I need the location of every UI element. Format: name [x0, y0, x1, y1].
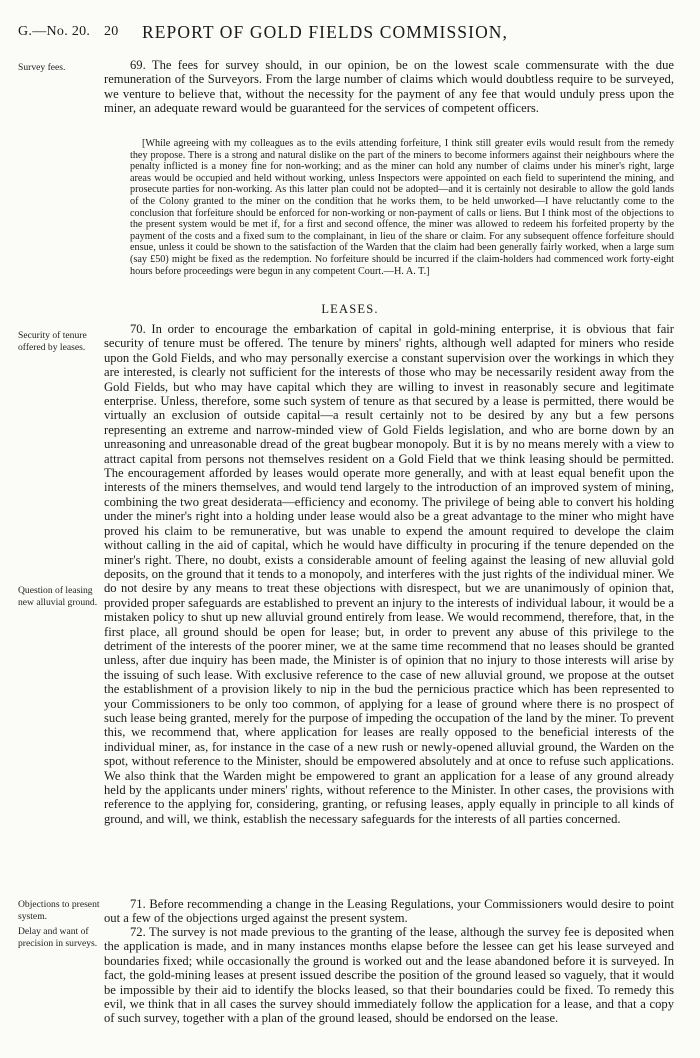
paragraph-69: 69. The fees for survey should, in our opinion, be on the lowest scale commensurate with the due remuneration of the Surveyors. From the large number of claims which would doubtless require to be surveyed, we venture to believe that, without the necessity for the payment of any fee that would unduly press upon the miner, an adequate reward would be guaranteed for the services of competent officers.: [104, 58, 674, 116]
margin-note-question-of-leasing: Question of leasing new alluvial ground.: [18, 585, 98, 608]
paragraph-72: 72. The survey is not made previous to the granting of the lease, although the survey fee is deposited when the application is made, and in many instances months elapse before the lessee can get his lease surveyed and boundaries fixed; while occasionally the ground is worked out and the lease abandoned before it is surveyed. In fact, the gold-mining leases at present issued describe the position of the ground leased so vaguely, that it would be impossible by their aid to identify the blocks leased, so that their boundaries could be fixed. To remedy this evil, we think that in all cases the survey should immediately follow the application for a lease, and that a copy of such survey, together with a plan of the ground leased, should be endorsed on the lease.: [104, 925, 674, 1026]
page-header: [18, 22, 682, 44]
gazette-number: G.—No. 20.: [18, 24, 91, 39]
margin-note-survey-fees: Survey fees.: [18, 62, 66, 73]
paragraph-70: 70. In order to encourage the embarkation of capital in gold-mining enterprise, it is obvious that fair security of tenure must be offered. The tenure by miners' rights, although well adapted for miners who reside upon the Gold Fields, and who may personally exercise a constant supervision over the workings in which they are interested, is clearly not sufficient for the interests of those who may be necessarily resident away from the Gold Fields, but who may have capital which they are willing to invest in reasonably secure and legitimate enterprise. Unless, therefore, some such system of tenure as that secured by a lease is permitted, there would be virtually an exclusion of outside capital—a result certainly not to be desired by any but a few persons representing an extreme and narrow-minded view of Gold Fields legislation, and who are borne down by an unreasoning and unreasonable dread of the great bugbear monopoly. But it is by no means merely with a view to attract capital from persons not themselves resident on a Gold Field that we think leasing should be permitted. The encouragement afforded by leases would operate more generally, and with at least equal benefit upon the interests of the miners themselves, and would tend largely to the introduction of an improved system of mining, combining the two great desiderata—efficiency and economy. The privilege of being able to convert his holding under the miner's right into a holding under lease would also be a great advantage to the miner who might have proved his claim to be remunerative, but was unable to expend the amount required to develope the claim without calling in the aid of capital, which he would have difficulty in procuring if the tenure depended on the miner's right. There, no doubt, exists a considerable amount of feeling against the leasing of new alluvial gold deposits, on the ground that it tends to a monopoly, and interferes with the just rights of the individual miner. We do not desire by any means to treat these objections with disrespect, but we are unanimously of opinion that, provided proper safeguards are established to prevent an injury to the interests of individual labour, it would be a mistaken policy to shut up new alluvial ground entirely from lease. We would recommend, therefore, that, in the first place, all ground should be open for lease; but, in order to prevent any abuse of this privilege to the detriment of the interests of the poorer miner, we at the same time recommend that no leases should be granted unless, after due inquiry has been made, the Minister is of opinion that no injury to those interests will arise by the issuing of such lease. With exclusive reference to the case of new alluvial ground, we propose at the outset the establishment of a provision likely to nip in the bud the pernicious practice which has been represented to your Commissioners to be only too common, of applying for a lease of ground where there is no prospect of such lease being granted, merely for the purpose of impeding the occupation of the land by the miner. To prevent this, we recommend that, where application for leases are really opposed to the beneficial interests of the individual miner, as, for instance in the case of a new rush or newly-opened alluvial ground, the Warden on the spot, without reference to the Minister, should be empowered absolutely and at once to refuse such applications. We also think that the Warden might be empowered to grant an application for a lease of any ground already held by the applicants under miners' rights, without reference to the Minister. In other cases, the provisions with reference to the applying for, considering, granting, or refusing leases, apply equally in principle to all kinds of ground, and will, we think, establish the necessary safeguards for the interests of all parties concerned.: [104, 322, 674, 826]
section-title-leases: LEASES.: [321, 302, 379, 316]
margin-note-security-of-tenure: Security of tenure offered by leases.: [18, 330, 87, 353]
margin-note-delay-and-want: Delay and want of precision in surveys.: [18, 926, 98, 949]
report-title: REPORT OF GOLD FIELDS COMMISSION,: [142, 22, 509, 42]
margin-note-objections: Objections to present system.: [18, 899, 100, 922]
page-number: 20: [104, 24, 119, 39]
paragraph-71: 71. Before recommending a change in the Leasing Regulations, your Commissioners would desire to point out a few of the objections urged against the present system.: [104, 897, 674, 926]
dissent-note: [While agreeing with my colleagues as to the evils attending forfeiture, I think still greater evils would result from the remedy they propose. There is a strong and natural dislike on the part of the miners to become informers against their neighbours where the penalty inflicted is a money fine for non-working; and as the miner can hold any number of claims under his miner's right, large areas would be occupied and held without working, unless Inspectors were appointed on each field to superintend the mining, and prosecute parties for non-working. As this latter plan could not be adopted—and it is certainly not desirable to allow the gold lands of the Colony granted to the miner on the condition that he works them, to be held unworked—I have reluctantly come to the conclusion that forfeiture should be enforced for non-working or non-payment of calls or liens. But I think most of the objections to the present system would be met if, for a first and second offence, the miner was allowed to redeem his forfeited property by the payment of the costs and a fixed sum to the complainant, in lieu of the share or claim. For any subsequent offence forfeiture should ensue, unless it could be shown to the satisfaction of the Warden that the claim had been generally fairly worked, when a large sum (say £50) might be fixed as the redemption. No forfeiture should be incurred if the claim-holders had commenced work forty-eight hours before proceedings were begun in any competent Court.—H. A. T.]: [130, 138, 674, 277]
